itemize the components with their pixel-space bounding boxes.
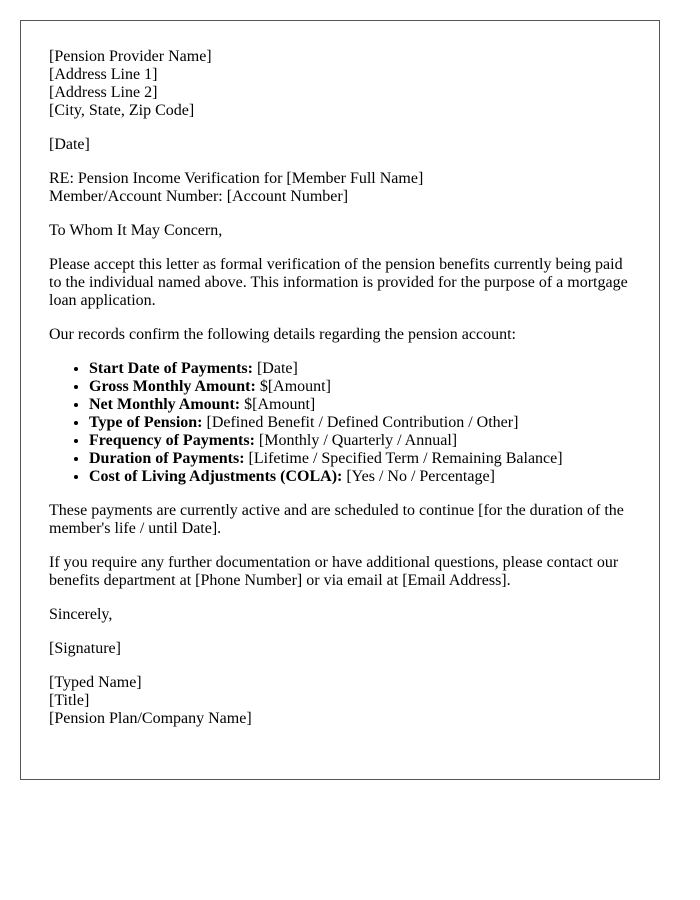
detail-pension-type bbox=[89, 414, 631, 432]
detail-gross-monthly bbox=[89, 378, 631, 396]
signer-block bbox=[49, 674, 631, 728]
signature: [Signature] bbox=[49, 640, 121, 657]
detail-net-monthly bbox=[89, 396, 631, 414]
signer-title: [Title] bbox=[49, 692, 90, 709]
detail-value: [Date] bbox=[252, 360, 298, 377]
records-paragraph: Our records confirm the following details regarding the pension account: bbox=[49, 326, 516, 343]
detail-value: [Yes / No / Percentage] bbox=[342, 468, 495, 485]
detail-label: Frequency of Payments: bbox=[89, 432, 255, 449]
detail-value: [Defined Benefit / Defined Contribution / Other] bbox=[202, 414, 519, 431]
detail-label: Gross Monthly Amount: bbox=[89, 378, 256, 395]
detail-label: Start Date of Payments: bbox=[89, 360, 253, 377]
closing: Sincerely, bbox=[49, 606, 113, 623]
detail-start-date bbox=[89, 360, 631, 378]
detail-label: Net Monthly Amount: bbox=[89, 396, 241, 413]
sender-address bbox=[49, 48, 631, 120]
reference-subject: RE: Pension Income Verification for [Member Full Name] bbox=[49, 170, 424, 187]
detail-cola bbox=[89, 468, 631, 486]
detail-label: Cost of Living Adjustments (COLA): bbox=[89, 468, 343, 485]
sender-address-line-1: [Address Line 1] bbox=[49, 66, 158, 83]
detail-label: Type of Pension: bbox=[89, 414, 203, 431]
detail-value: [Lifetime / Specified Term / Remaining Balance] bbox=[244, 450, 563, 467]
detail-label: Duration of Payments: bbox=[89, 450, 245, 467]
sender-name: [Pension Provider Name] bbox=[49, 48, 212, 65]
detail-value: [Monthly / Quarterly / Annual] bbox=[254, 432, 458, 449]
reference-block bbox=[49, 170, 631, 206]
detail-value: $[Amount] bbox=[255, 378, 331, 395]
detail-value: $[Amount] bbox=[240, 396, 316, 413]
detail-frequency bbox=[89, 432, 631, 450]
detail-duration bbox=[89, 450, 631, 468]
intro-paragraph: Please accept this letter as formal verification of the pension benefits currently being paid to the individual named above. This information is provided for the purpose of a mortgage loan application. bbox=[49, 256, 628, 309]
sender-city-state-zip: [City, State, Zip Code] bbox=[49, 102, 195, 119]
letter-date: [Date] bbox=[49, 136, 90, 153]
salutation: To Whom It May Concern, bbox=[49, 222, 223, 239]
sender-address-line-2: [Address Line 2] bbox=[49, 84, 158, 101]
reference-account-number: Member/Account Number: [Account Number] bbox=[49, 188, 349, 205]
pension-details-list bbox=[49, 360, 631, 486]
contact-paragraph: If you require any further documentation or have additional questions, please contact our benefits department at [Phone Number] or via email at [Email Address]. bbox=[49, 554, 619, 589]
signer-name: [Typed Name] bbox=[49, 674, 142, 691]
signer-company: [Pension Plan/Company Name] bbox=[49, 710, 252, 727]
letter-page bbox=[20, 20, 660, 780]
active-payments-paragraph: These payments are currently active and are scheduled to continue [for the duration of the member's life / until Date]. bbox=[49, 502, 624, 537]
